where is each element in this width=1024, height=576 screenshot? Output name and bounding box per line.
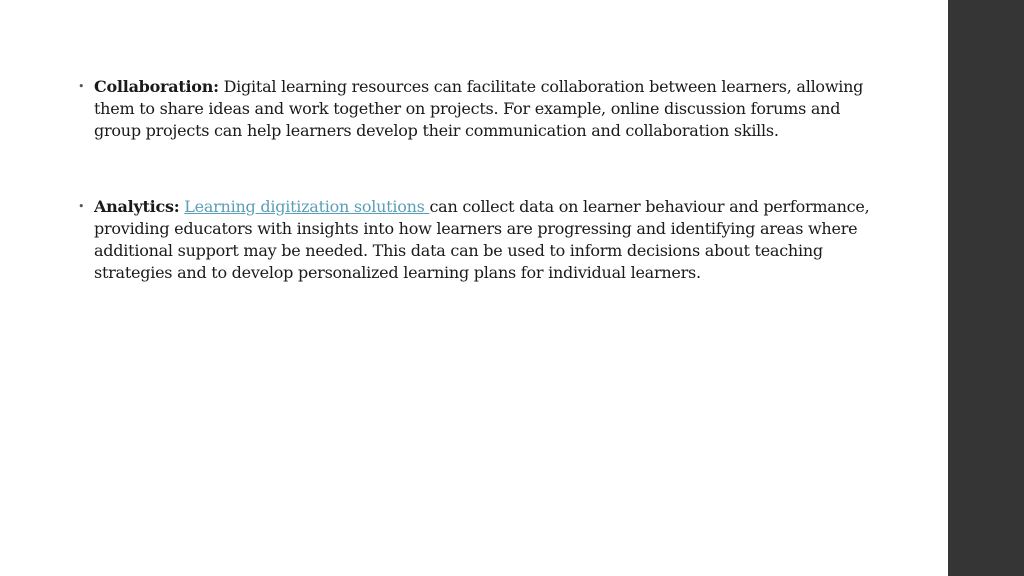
learning-digitization-link[interactable]: Learning digitization solutions — [184, 197, 430, 216]
bullet-term: Collaboration: — [94, 77, 219, 96]
bullet-list — [78, 76, 890, 284]
bullet-collaboration — [78, 76, 890, 142]
bullet-dot-icon: • — [78, 80, 85, 93]
side-bar — [948, 0, 1024, 576]
bullet-analytics — [78, 196, 890, 284]
bullet-text: can collect data on learner behaviour and performance, providing educators with insights into how learners are progressing and identifying areas where additional support may be needed. This data can be used to inform decisions about teaching strategies and to develop personalized learning plans for individual learners. — [94, 197, 870, 282]
bullet-text: Digital learning resources can facilitate collaboration between learners, allowing them to share ideas and work together on projects. For example, online discussion forums and group projects can help learners develop their communication and collaboration skills. — [94, 77, 864, 140]
bullet-term: Analytics: — [94, 197, 180, 216]
bullet-dot-icon: • — [78, 200, 85, 213]
